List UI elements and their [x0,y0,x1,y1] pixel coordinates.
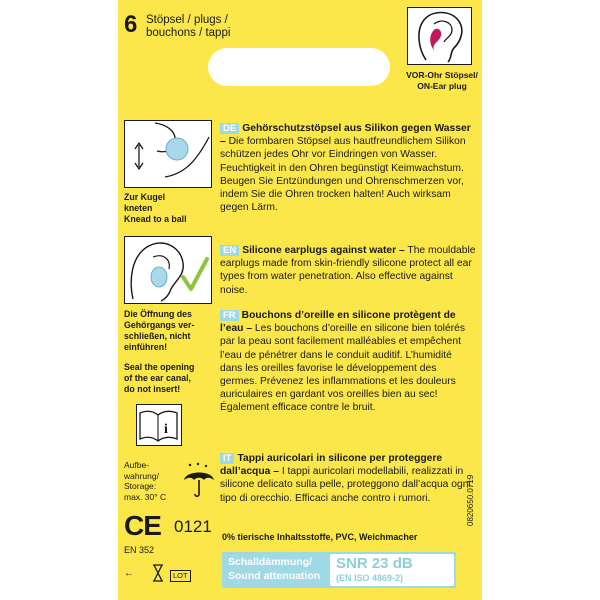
arrow-left-icon: ← [124,568,134,579]
seal-en-line3: do not insert! [124,384,181,394]
heading-de: Gehörschutzstöpsel aus Silikon gegen Wasser – [220,123,471,148]
knead-ball-icon [124,120,212,188]
plug-label [146,14,230,40]
seal-en-line1: Seal the opening [124,362,195,372]
snr-box [330,554,454,586]
ear-caption-line1: VOR-Ohr Stöpsel/ [406,70,478,80]
seal-de-line2: Gehörgangs ver- [124,320,195,330]
storage-line3: Storage: [124,481,157,491]
seal-warning-en [124,362,216,395]
section-fr [220,309,476,415]
lang-tag-en: EN [220,245,239,256]
read-instructions-icon [136,404,182,446]
umbrella-icon [182,462,216,505]
knead-line1: Zur Kugel [124,192,166,202]
body-fr: Les bouchons d’oreille en silicone bien tolérés par la peau sont facilement malléables et empêchent l’eau de pénétrer dans le conduit auditif. L’humidité dans les oreilles favorise le développement des germes. Prévenez les inflammations et les douleurs auriculaires en gardant vos oreilles bien au sec! Également efficace contre le bruit. [220,323,465,414]
section-en [220,244,476,297]
sound-attenuation-panel [222,552,456,588]
attenuation-label-line1: Schalldämmung/ [228,556,313,568]
ce-mark: CE [124,510,161,541]
storage-note [124,460,166,502]
attenuation-label [228,556,320,583]
hang-hole [208,48,390,86]
body-de: Die formbaren Stöpsel aus hautfreundlichem Silikon schützen jedes Ohr vor Eindringen von Wasser. Feuchtigkeit in den Ohren begünstigt Keimwachstum. Beugen Sie Entzündungen und Ohrenschmerzen vor, indem Sie die Ohren trocken halten! Auch wirksam gegen Lärm. [220,136,466,214]
heading-en: Silicone earplugs against water – [242,245,405,256]
body-it: I tappi auricolari modellabili, realizzati in silicone delicato sulla pelle, proteggono dall’acqua ogni tipo di orecchio. Efficaci anche contro i rumori. [220,466,471,504]
knead-line3: Knead to a ball [124,214,187,224]
seal-de-line1: Die Öffnung des [124,309,192,319]
lang-tag-fr: FR [220,310,239,321]
article-code: 0820650.0719 [466,474,475,526]
plug-label-line1: Stöpsel / plugs / [146,14,228,26]
snr-value: SNR 23 dB [336,555,413,572]
notified-body-number: 0121 [174,517,212,536]
ear-seal-icon [124,236,212,304]
lang-tag-it: IT [220,453,234,464]
standard-label: EN 352 [124,545,155,555]
seal-warning-de [124,309,216,353]
hourglass-icon [152,564,164,587]
materials-note: 0% tierische Inhaltsstoffe, PVC, Weichmacher [222,532,418,542]
knead-caption [124,192,187,225]
ear-plug-caption [404,70,480,92]
plug-count: 6 [124,11,138,38]
heading-fr: Bouchons d’oreille en silicone protègent de l’eau – [220,310,456,335]
section-it [220,452,476,505]
seal-de-line3: schließen, nicht [124,331,191,341]
lang-tag-de: DE [220,123,239,134]
heading-it: Tappi auricolari in silicone per proteggere dall’acqua – [220,453,443,478]
plug-label-line2: bouchons / tappi [146,27,231,39]
storage-line1: Aufbe- [124,460,150,470]
iso-standard: (EN ISO 4869-2) [336,573,404,583]
seal-de-line4: einführen! [124,342,168,352]
ear-caption-line2: ON-Ear plug [417,81,467,91]
ear-plug-icon [407,7,472,65]
body-en: The mouldable earplugs made from skin-friendly silicone protect all ear types from water penetration. Also effective against noise. [220,245,476,296]
knead-line2: kneten [124,203,153,213]
svg-text:i: i [164,422,168,437]
storage-line2: wahrung/ [124,470,159,481]
section-de [220,122,476,214]
seal-en-line2: of the ear canal, [124,373,191,383]
lot-box: LOT [170,570,191,582]
storage-line4: max. 30° C [124,491,167,502]
attenuation-label-line2: Sound attenuation [228,569,321,582]
